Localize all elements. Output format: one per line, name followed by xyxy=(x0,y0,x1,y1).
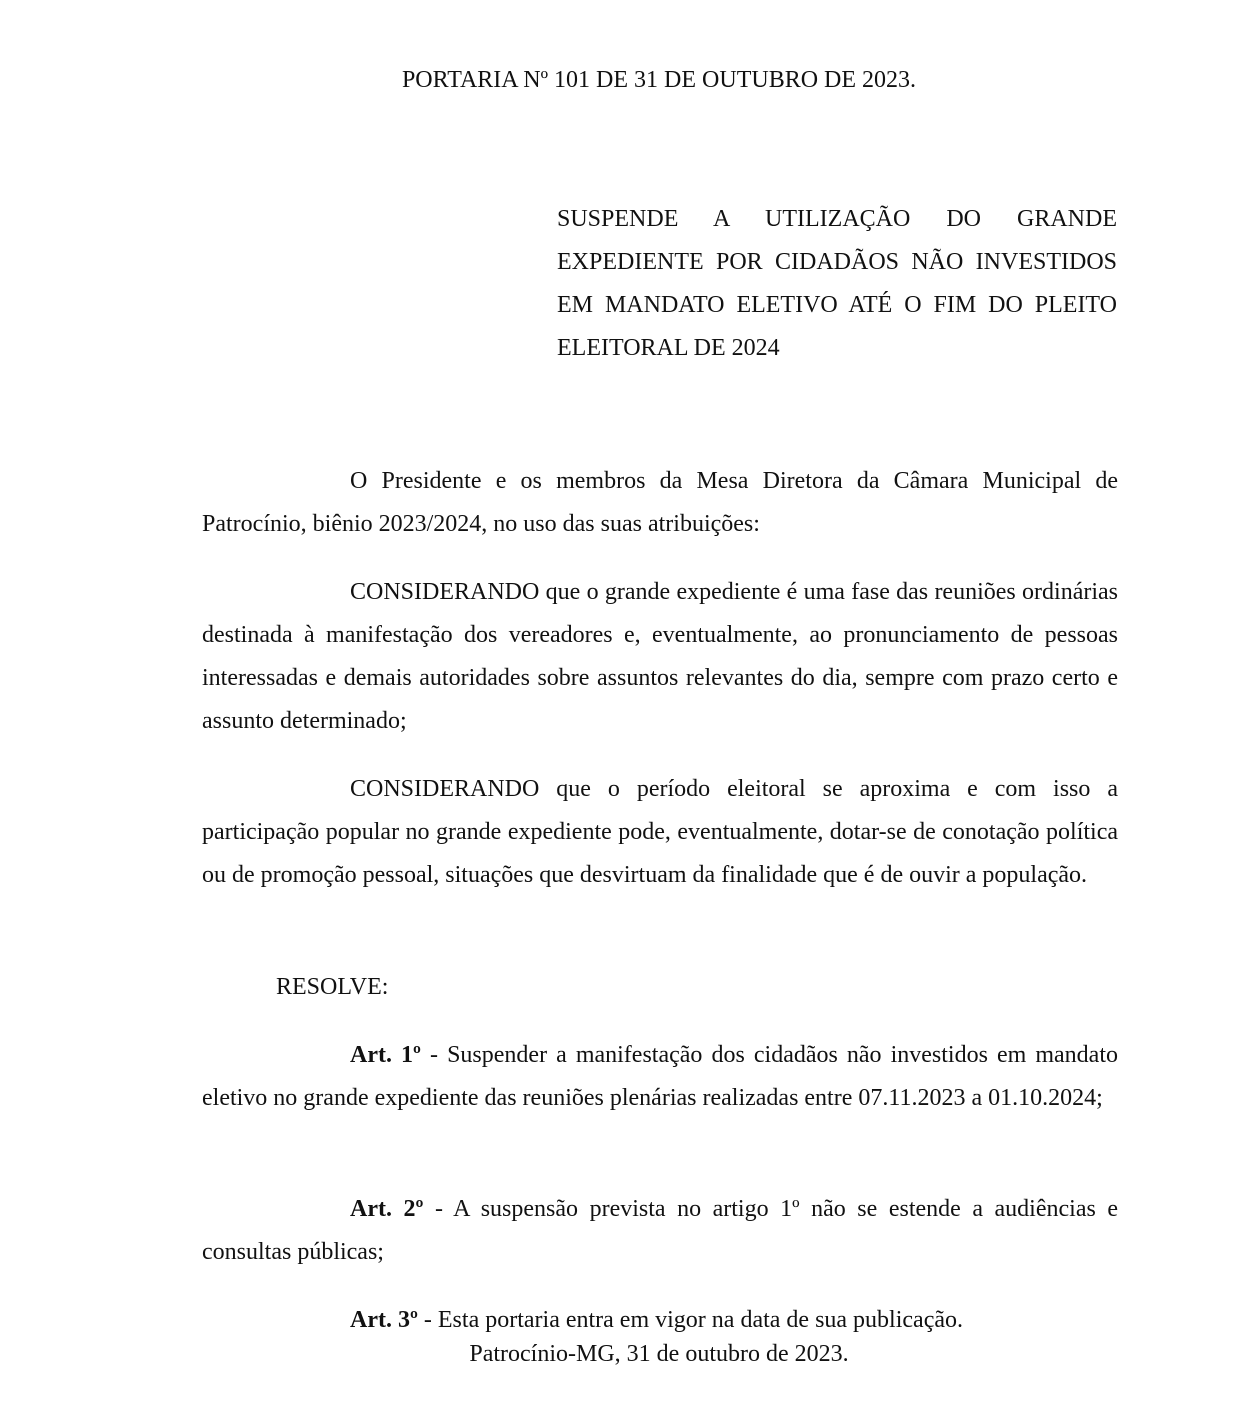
article-3-block xyxy=(202,1299,1118,1342)
article-1-block xyxy=(202,1034,1118,1120)
article-label: Art. 1º xyxy=(350,1042,421,1068)
article-text: - A suspensão prevista no artigo 1º não se estende a audiências e consultas públicas; xyxy=(202,1196,1118,1265)
document-title: PORTARIA Nº 101 DE 31 DE OUTUBRO DE 2023. xyxy=(401,67,917,93)
article-2-block xyxy=(202,1188,1118,1274)
ementa-line: EXPEDIENTE POR CIDADÃOS NÃO INVESTIDOS xyxy=(557,249,1117,275)
article-label: Art. 2º xyxy=(350,1196,424,1222)
preamble-block xyxy=(202,460,1118,546)
resolve-heading: RESOLVE: xyxy=(276,974,389,1000)
article-label: Art. 3º xyxy=(350,1307,418,1333)
ementa-line: EM MANDATO ELETIVO ATÉ O FIM DO PLEITO xyxy=(557,292,1117,318)
article-text: - Suspender a manifestação dos cidadãos não investidos em mandato eletivo no grande expediente das reuniões plenárias realizadas entre 07.11.2023 a 01.10.2024; xyxy=(202,1042,1119,1111)
considerando-paragraph: CONSIDERANDO que o período eleitoral se aproxima e com isso a participação popular no grande expediente pode, eventualmente, dotar-se de conotação política ou de promoção pessoal, situações que desvirtuam da finalidade que é de ouvir a população. xyxy=(202,776,1118,888)
article-text: - Esta portaria entra em vigor na data de sua publicação. xyxy=(417,1307,964,1333)
article-paragraph xyxy=(202,1299,1118,1342)
ementa-block xyxy=(557,198,1117,370)
considerando-block-2 xyxy=(202,768,1118,897)
article-paragraph xyxy=(202,1188,1118,1274)
ementa-line: ELEITORAL DE 2024 xyxy=(557,335,780,361)
considerando-block-1 xyxy=(202,571,1118,743)
closing-place-date: Patrocínio-MG, 31 de outubro de 2023. xyxy=(469,1341,849,1367)
ementa-line: SUSPENDE A UTILIZAÇÃO DO GRANDE xyxy=(557,206,1117,232)
considerando-paragraph: CONSIDERANDO que o grande expediente é uma fase das reuniões ordinárias destinada à manifestação dos vereadores e, eventualmente, ao pronunciamento de pessoas interessadas e demais autoridades sobre assuntos relevantes do dia, sempre com prazo certo e assunto determinado; xyxy=(202,579,1118,734)
preamble-paragraph: O Presidente e os membros da Mesa Diretora da Câmara Municipal de Patrocínio, biênio 2023/2024, no uso das suas atribuições: xyxy=(202,468,1118,537)
article-paragraph xyxy=(202,1034,1118,1120)
